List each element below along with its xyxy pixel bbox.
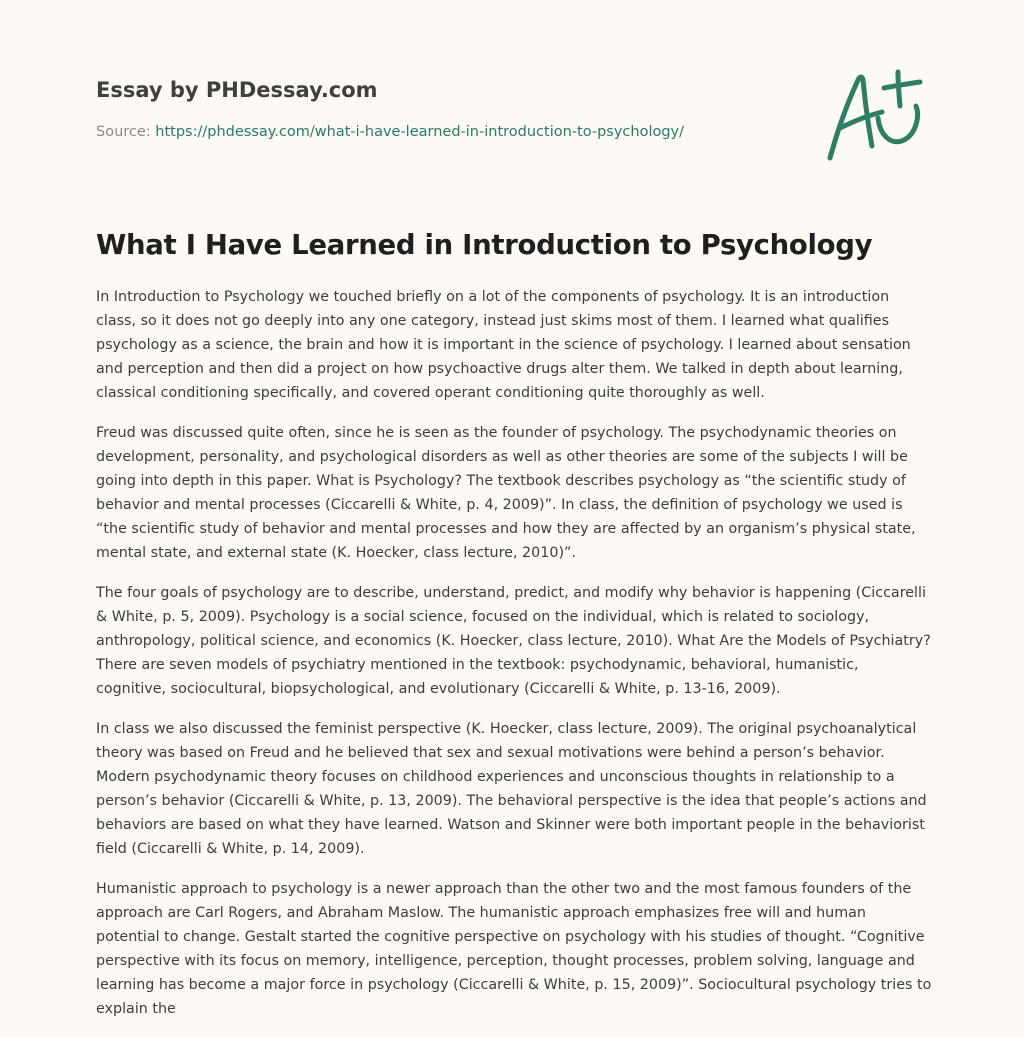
essay-body <box>96 285 932 1037</box>
essay-paragraph: In class we also discussed the feminist perspective (K. Hoecker, class lecture, 2009). The original psychoanalytical theory was based on Freud and he believed that sex and sexual motivations were behind a person’s behavior. Modern psychodynamic theory focuses on childhood experiences and unconscious thoughts in relationship to a person’s behavior (Ciccarelli & White, p. 13, 2009). The behavioral perspective is the idea that people’s actions and behaviors are based on what they have learned. Watson and Skinner were both important people in the behaviorist field (Ciccarelli & White, p. 14, 2009). <box>96 721 927 857</box>
site-title: Essay by PHDessay.com <box>96 78 378 102</box>
essay-paragraph: The four goals of psychology are to describe, understand, predict, and modify why behavior is happening (Ciccarelli & White, p. 5, 2009). Psychology is a social science, focused on the individual, which is related to sociology, anthropology, political science, and economics (K. Hoecker, class lecture, 2010). What Are the Models of Psychiatry? There are seven models of psychiatry mentioned in the textbook: psychodynamic, behavioral, humanistic, cognitive, sociocultural, biopsychological, and evolutionary (Ciccarelli & White, p. 13-16, 2009). <box>96 585 931 697</box>
essay-paragraph: Humanistic approach to psychology is a newer approach than the other two and the most famous founders of the approach are Carl Rogers, and Abraham Maslow. The humanistic approach emphasizes free will and human potential to change. Gestalt started the cognitive perspective on psychology with his studies of thought. “Cognitive perspective with its focus on memory, intelligence, perception, thought processes, problem solving, language and learning has become a major force in psychology (Ciccarelli & White, p. 15, 2009)”. Sociocultural psychology tries to explain the <box>96 881 932 1017</box>
essay-title: What I Have Learned in Introduction to Psychology <box>96 229 873 261</box>
essay-header <box>96 76 796 142</box>
essay-paragraph: Freud was discussed quite often, since he is seen as the founder of psychology. The psychodynamic theories on development, personality, and psychological disorders as well as other theories are some of the subjects I will be going into depth in this paper. What is Psychology? The textbook describes psychology as “the scientific study of behavior and mental processes (Ciccarelli & White, p. 4, 2009)”. In class, the definition of psychology we used is “the scientific study of behavior and mental processes and how they are affected by an organism’s physical state, mental state, and external state (K. Hoecker, class lecture, 2010)”. <box>96 425 916 561</box>
source-link[interactable]: https://phdessay.com/what-i-have-learned-in-introduction-to-psychology/ <box>155 124 685 140</box>
source-line <box>96 122 796 142</box>
source-label: Source: <box>96 124 151 140</box>
essay-paragraph: In Introduction to Psychology we touched briefly on a lot of the components of psychology. It is an introduction class, so it does not go deeply into any one category, instead just skims most of them. I learned what qualifies psychology as a science, the brain and how it is important in the science of psychology. I learned about sensation and perception and then did a project on how psychoactive drugs alter them. We talked in depth about learning, classical conditioning specifically, and covered operant conditioning quite thoroughly as well. <box>96 289 911 401</box>
a-plus-grade-icon <box>822 66 928 164</box>
